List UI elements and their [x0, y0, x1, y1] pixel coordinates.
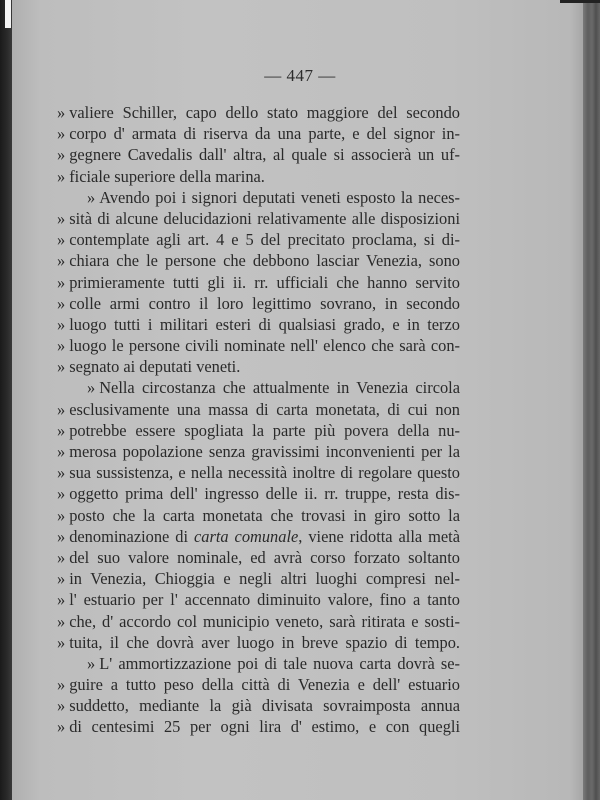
text-line: [57, 589, 460, 610]
text-line: [57, 547, 460, 568]
line-text: luogo le persone civili nominate nell' elenco che sarà con-: [69, 336, 460, 356]
text-line: [57, 526, 460, 547]
line-text: chiara che le persone che debbono lasciar Venezia, sono: [69, 251, 460, 271]
quote-mark: »: [57, 547, 66, 567]
text-line: [57, 144, 460, 165]
quote-mark: »: [57, 166, 66, 186]
quote-mark: »: [57, 293, 66, 313]
line-text: del suo valore nominale, ed avrà corso forzato soltanto: [69, 547, 460, 567]
text-line: [57, 123, 460, 144]
quote-mark: »: [57, 272, 66, 292]
line-text: in Venezia, Chioggia e negli altri luoghi compresi nel-: [69, 569, 460, 589]
text-line: [57, 483, 460, 504]
line-text: suddetto, mediante la già divisata sovraimposta annua: [69, 696, 460, 716]
quote-mark: »: [57, 484, 66, 504]
text-line: [57, 102, 460, 123]
quote-mark: »: [57, 442, 66, 461]
quote-mark: »: [57, 463, 66, 483]
line-text: sua sussistenza, e nella necessità inoltre di regolare questo: [69, 463, 460, 483]
line-text: valiere Schiller, capo dello stato maggiore del secondo: [69, 103, 460, 122]
text-line: [57, 166, 460, 187]
italic-term: carta comunale: [194, 526, 299, 546]
line-text: denominazione di: [69, 526, 194, 546]
quote-mark: »: [57, 103, 66, 122]
quote-mark: »: [57, 145, 66, 165]
text-line: [57, 229, 460, 250]
quote-mark: »: [57, 569, 66, 589]
quote-mark: »: [57, 420, 66, 440]
line-text: luogo tutti i militari esteri di qualsiasi grado, e in terzo: [69, 314, 460, 334]
quote-mark: »: [57, 357, 66, 377]
line-text: contemplate agli art. 4 e 5 del precitato proclama, si di-: [69, 230, 460, 250]
quote-mark: »: [57, 632, 66, 652]
text-line: [57, 632, 460, 653]
text-line: [57, 314, 460, 335]
quote-mark: »: [87, 653, 96, 673]
quote-mark: »: [57, 251, 66, 271]
line-text: merosa popolazione senza gravissimi inconvenienti per la: [69, 442, 460, 461]
line-text: potrebbe essere spogliata la parte più povera della nu-: [69, 420, 460, 440]
line-text: , viene ridotta alla metà: [298, 526, 460, 546]
quote-mark: »: [57, 230, 66, 250]
text-line: [57, 462, 460, 483]
line-text: gegnere Cavedalis dall' altra, al quale si associerà un uf-: [69, 145, 460, 165]
text-line: [57, 250, 460, 271]
quote-mark: »: [57, 611, 66, 631]
line-text: segnato ai deputati veneti.: [69, 357, 241, 377]
line-text: l' estuario per l' accennato diminuito valore, fino a tanto: [69, 590, 460, 610]
line-text: colle armi contro il loro legittimo sovrano, in secondo: [69, 293, 460, 313]
text-line: [57, 399, 460, 420]
line-text: Avendo poi i signori deputati veneti esposto la neces-: [99, 187, 460, 207]
line-text: che, d' accordo col municipio veneto, sarà ritirata e sosti-: [69, 611, 460, 631]
line-text: L' ammortizzazione poi di tale nuova carta dovrà se-: [99, 653, 460, 673]
quote-mark: »: [57, 505, 66, 525]
line-text: di centesimi 25 per ogni lira d' estimo, e con quegli: [69, 717, 460, 737]
line-text: oggetto prima dell' ingresso delle ii. rr. truppe, resta dis-: [69, 484, 460, 504]
text-line: [57, 293, 460, 314]
binding-highlight: [5, 0, 11, 28]
line-text: corpo d' armata di riserva da una parte, e del signor in-: [69, 124, 460, 144]
text-line: [57, 377, 460, 398]
text-line: [57, 695, 460, 716]
quote-mark: »: [57, 526, 66, 546]
line-text: esclusivamente una massa di carta monetata, di cui non: [69, 399, 460, 419]
quote-mark: »: [57, 696, 66, 716]
quote-mark: »: [57, 336, 66, 356]
text-line: [57, 208, 460, 229]
line-text: primieramente tutti gli ii. rr. ufficiali che hanno servito: [69, 272, 460, 292]
text-line: [57, 674, 460, 695]
quote-mark: »: [57, 208, 66, 228]
page-number: — 447 —: [264, 66, 336, 85]
text-line: [57, 611, 460, 632]
text-line: [57, 420, 460, 441]
text-line: [57, 335, 460, 356]
quote-mark: »: [57, 590, 66, 610]
body-text: [57, 102, 460, 738]
text-line: [57, 272, 460, 293]
line-text: tuita, il che dovrà aver luogo in breve spazio di tempo.: [69, 632, 460, 652]
page-edge-top-shadow: [560, 0, 600, 3]
text-line: [57, 653, 460, 674]
book-binding-edge-left: [0, 0, 12, 800]
line-text: Nella circostanza che attualmente in Venezia circola: [99, 378, 460, 398]
page-stack-edge-right: [583, 0, 600, 800]
quote-mark: »: [57, 314, 66, 334]
text-line: [57, 441, 460, 462]
line-text: posto che la carta monetata che trovasi in giro sotto la: [69, 505, 460, 525]
line-text: sità di alcune delucidazioni relativamente alle disposizioni: [69, 208, 460, 228]
quote-mark: »: [87, 378, 96, 398]
text-line: [57, 505, 460, 526]
text-line: [57, 716, 460, 737]
line-text: guire a tutto peso della città di Venezia e dell' estuario: [69, 675, 460, 695]
quote-mark: »: [57, 124, 66, 144]
text-line: [57, 187, 460, 208]
line-text: ficiale superiore della marina.: [69, 166, 265, 186]
quote-mark: »: [57, 399, 66, 419]
quote-mark: »: [57, 717, 66, 737]
quote-mark: »: [87, 187, 96, 207]
text-line: [57, 356, 460, 377]
text-line: [57, 568, 460, 589]
quote-mark: »: [57, 675, 66, 695]
